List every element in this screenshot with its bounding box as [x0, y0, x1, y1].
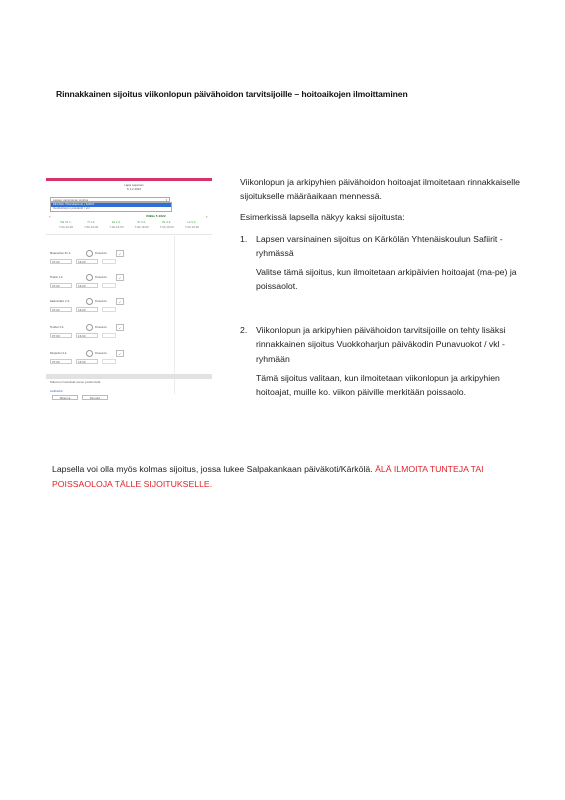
start-time-input[interactable]: 07:00 [50, 283, 72, 288]
list-item-text: Lapsen varsinainen sijoitus on Kärkölän Yhtenäiskoulun Safiirit -ryhmässä [256, 234, 503, 259]
placement-option[interactable]: Vuokkoharjun päiväkoti / vkl [53, 207, 90, 210]
warning-text: ÄLÄ ILMOITA TUNTEJA TAI POISSAOLOJA TÄLLE SIJOITUKSELLE. [52, 464, 484, 489]
day-entry-label: Torstai 3.2. [50, 326, 65, 329]
day-entry-row [50, 250, 170, 266]
intro-paragraph: Viikonlopun ja arkipyhien päivähoidon hoitoajat ilmoitetaan rinnakkaiselle sijoitukselle määräaikaan mennessä. [240, 177, 520, 202]
week-days [54, 221, 204, 224]
cancel-button[interactable]: Peruuta [82, 395, 108, 400]
placement-option[interactable]: Kärkölän Yhtenäiskoulu / Safiirit [51, 203, 171, 207]
absence-radio-label: Poissaolo [95, 276, 107, 279]
child-name: Lapsi Lapsinen [124, 184, 144, 187]
end-time-input[interactable]: 16:00 [76, 333, 98, 338]
day-entry-label: Perjantai 4.2. [50, 352, 68, 355]
day-label[interactable]: La 5.2. [187, 221, 197, 224]
list-item-text: Viikonlopun ja arkipyhien päivähoidon tarvitsijoille on tehty lisäksi rinnakkainen sijoitus Vuokkoharjun päiväkodin Punavuokot / vkl -ryhmään [256, 325, 506, 364]
absence-radio[interactable] [86, 350, 93, 357]
action-buttons [52, 395, 122, 400]
list-item-subtext: Tämä sijoitus valitaan, kun ilmoitetaan viikonlopun ja arkipyhien hoitoajat, muille ko. viikon päiville merkitään poissaolo. [256, 373, 500, 398]
save-button[interactable]: Tallenna [52, 395, 78, 400]
list-number: 1. [240, 234, 248, 244]
day-time: 7:00-16:00 [134, 226, 149, 229]
start-time-input[interactable]: 07:00 [50, 359, 72, 364]
day-time: 7:00-16:00 [58, 226, 74, 229]
divider [174, 236, 175, 394]
day-entry-label: Maanantai 31.1. [50, 252, 72, 255]
day-time: 7:00-16:00 [184, 226, 200, 229]
chevron-down-icon: ▾ [165, 199, 167, 202]
absence-radio[interactable] [86, 324, 93, 331]
day-label[interactable]: To 3.2. [137, 221, 146, 224]
start-time-input[interactable]: 07:00 [50, 259, 72, 264]
embedded-screenshot [46, 178, 212, 400]
day-entry-row [50, 350, 170, 366]
save-note: Tallenna muutokset ennen poistumista [50, 381, 101, 384]
start-time-input[interactable]: 07:00 [50, 333, 72, 338]
start-time-input[interactable]: 07:00 [50, 307, 72, 312]
absence-radio[interactable] [86, 298, 93, 305]
confirm-checkbox[interactable]: ✓ [116, 350, 124, 357]
extra-field[interactable] [102, 259, 116, 264]
child-header [114, 184, 154, 192]
confirm-checkbox[interactable]: ✓ [116, 250, 124, 257]
info-link[interactable]: Lisätiedot [50, 390, 63, 393]
header-accent-bar [46, 178, 212, 181]
absence-radio-label: Poissaolo [95, 300, 107, 303]
day-time: 7:00-16:00 [159, 226, 174, 229]
day-entry-row [50, 324, 170, 340]
day-entry-row [50, 274, 170, 290]
end-time-input[interactable]: 16:00 [76, 283, 98, 288]
end-time-input[interactable]: 16:00 [76, 359, 98, 364]
day-label[interactable]: Ti 1.2. [87, 221, 96, 224]
confirm-checkbox[interactable]: ✓ [116, 324, 124, 331]
absence-radio-label: Poissaolo [95, 326, 107, 329]
current-date: ti 1.2.2022 [126, 188, 142, 191]
extra-field[interactable] [102, 359, 116, 364]
bottom-text: Lapsella voi olla myös kolmas sijoitus, jossa lukee Salpakankaan päiväkoti/Kärkölä. [52, 464, 376, 474]
day-time: 7:00-16:00 [84, 226, 99, 229]
confirm-checkbox[interactable]: ✓ [116, 298, 124, 305]
absence-radio[interactable] [86, 250, 93, 257]
day-entry-label: Keskiviikko 2.2. [50, 300, 70, 303]
extra-field[interactable] [102, 307, 116, 312]
list-number: 2. [240, 325, 248, 335]
list-item-subtext: Valitse tämä sijoitus, kun ilmoitetaan arkipäivien hoitoajat (ma-pe) ja poissaolot. [256, 267, 517, 292]
end-time-input[interactable]: 16:00 [76, 307, 98, 312]
day-label[interactable]: Ke 2.2. [111, 221, 121, 224]
week-label: Viikko 5 2022 [146, 215, 166, 218]
week-day-times [54, 226, 204, 229]
day-time: 7:00-16:00 [109, 226, 124, 229]
section-bar [46, 374, 212, 379]
extra-field[interactable] [102, 283, 116, 288]
prev-week-icon[interactable]: ‹ [49, 214, 51, 219]
day-entry-label: Tiistai 1.2. [50, 276, 64, 279]
bottom-paragraph [52, 462, 522, 492]
absence-radio-label: Poissaolo [95, 352, 107, 355]
absence-radio[interactable] [86, 274, 93, 281]
extra-field[interactable] [102, 333, 116, 338]
page-title: Rinnakkainen sijoitus viikonlopun päivähoidon tarvitsijoille – hoitoaikojen ilmoittaminen [56, 89, 408, 99]
day-label[interactable]: Pe 4.2. [162, 221, 172, 224]
day-entry-row [50, 298, 170, 314]
example-paragraph: Esimerkissä lapsella näkyy kaksi sijoitusta: [240, 212, 405, 222]
absence-radio-label: Poissaolo [95, 252, 107, 255]
placement-select-value: Lapsen varsinainen sijoitus [53, 199, 89, 202]
placement-options [50, 202, 172, 212]
divider [46, 234, 212, 235]
next-week-icon[interactable]: › [206, 214, 208, 219]
day-label[interactable]: Ma 31.1. [60, 221, 72, 224]
confirm-checkbox[interactable]: ✓ [116, 274, 124, 281]
end-time-input[interactable]: 16:00 [76, 259, 98, 264]
